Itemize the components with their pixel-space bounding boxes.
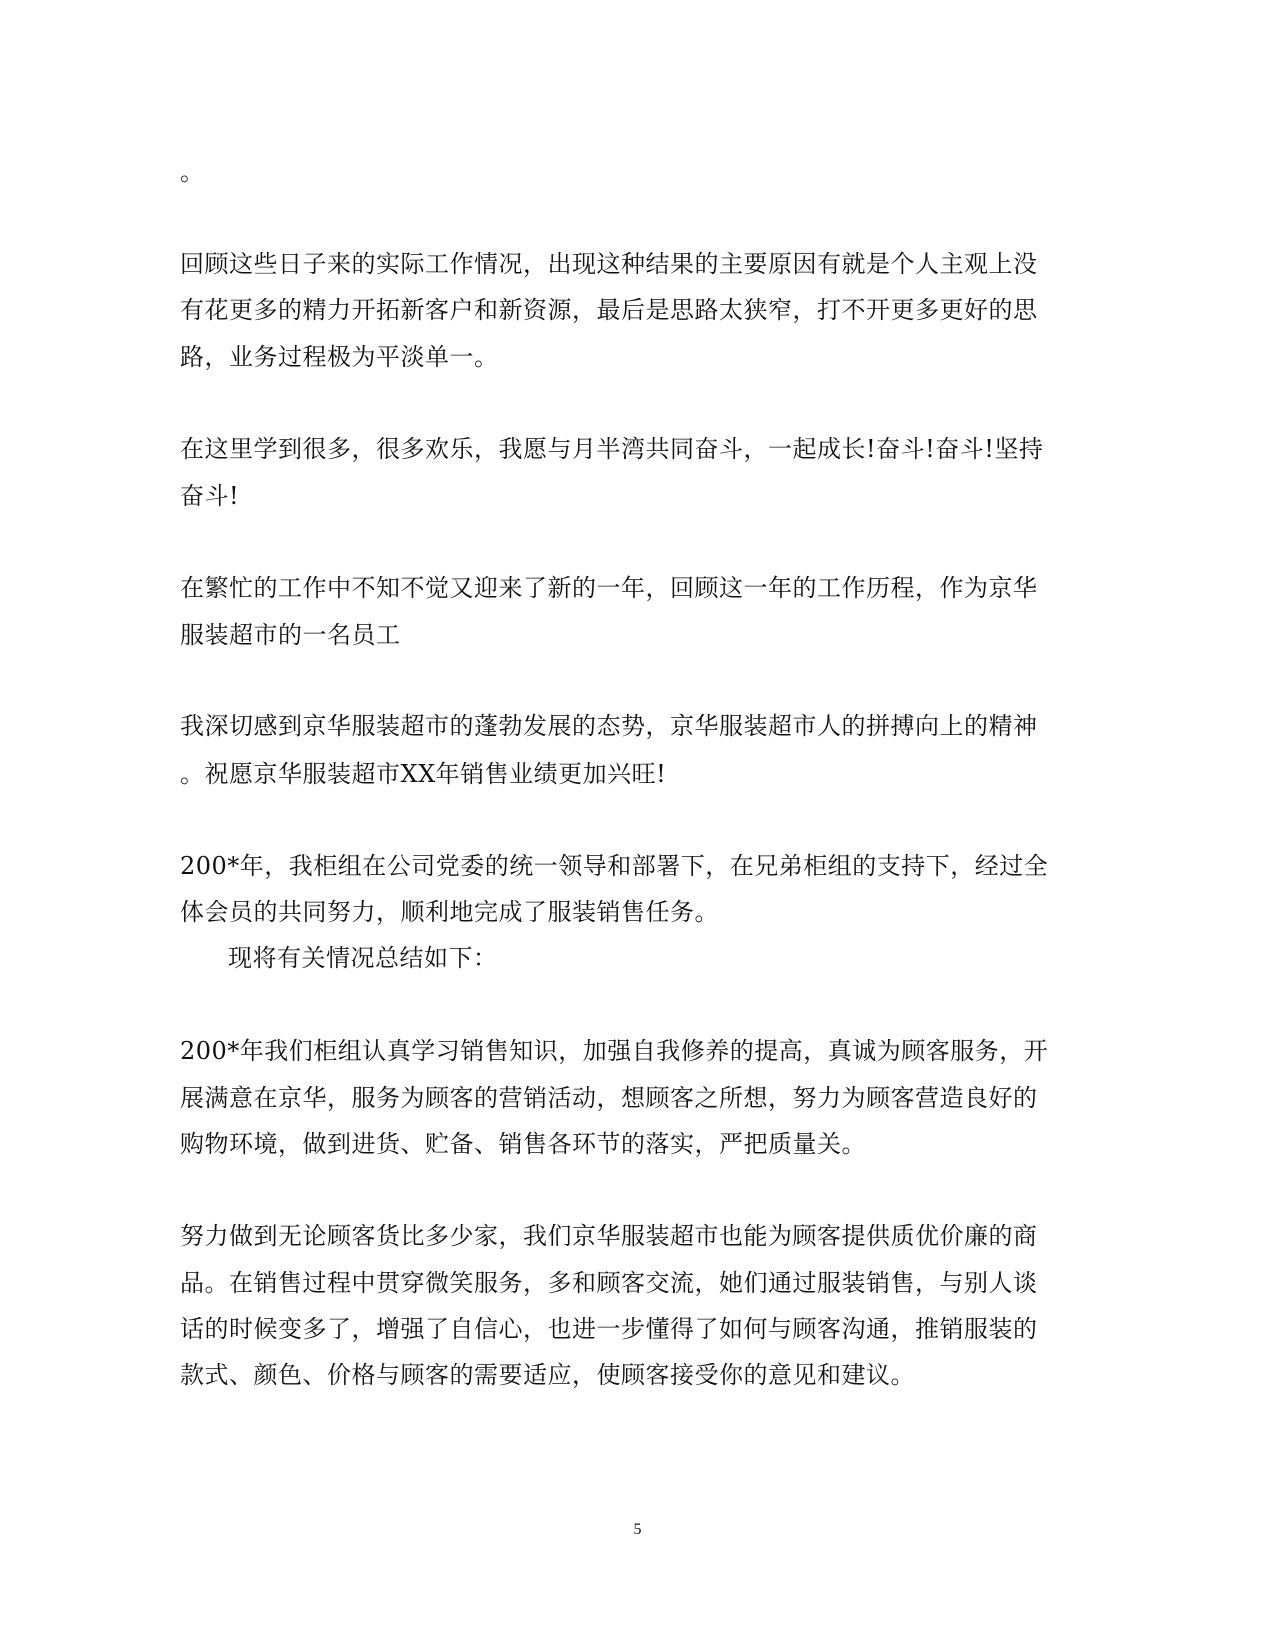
text-line: 品。在销售过程中贯穿微笑服务，多和顾客交流，她们通过服装销售，与别人谈 (180, 1269, 1038, 1297)
text-line: 200*年我们柜组认真学习销售知识，加强自我修养的提高，真诚为顾客服务，开 (180, 1037, 1049, 1065)
text-line: 路，业务过程极为平淡单一。 (180, 343, 499, 371)
text-line: 话的时候变多了，增强了自信心，也进一步懂得了如何与顾客沟通，推销服装的 (180, 1315, 1038, 1343)
text-line: 。祝愿京华服装超市XX年销售业绩更加兴旺! (180, 760, 667, 788)
text-line: 体会员的共同努力，顺利地完成了服装销售任务。 (180, 898, 719, 926)
text-line: 奋斗! (180, 482, 240, 510)
text-line: 展满意在京华，服务为顾客的营销活动，想顾客之所想，努力为顾客营造良好的 (180, 1084, 1038, 1112)
text-line: 。 (180, 158, 205, 186)
text-line: 200*年，我柜组在公司党委的统一领导和部署下，在兄弟柜组的支持下，经过全 (180, 852, 1049, 880)
text-line: 款式、颜色、价格与顾客的需要适应，使顾客接受你的意见和建议。 (180, 1361, 915, 1389)
text-line: 在这里学到很多，很多欢乐，我愿与月半湾共同奋斗，一起成长!奋斗!奋斗!坚持 (180, 435, 1044, 463)
text-line: 服装超市的一名员工 (180, 621, 401, 649)
page-number: 5 (633, 1521, 642, 1538)
text-line: 有花更多的精力开拓新客户和新资源，最后是思路太狭窄，打不开更多更好的思 (180, 296, 1038, 324)
text-line: 在繁忙的工作中不知不觉又迎来了新的一年，回顾这一年的工作历程，作为京华 (180, 574, 1038, 602)
text-line: 努力做到无论顾客货比多少家，我们京华服装超市也能为顾客提供质优价廉的商 (180, 1222, 1038, 1250)
text-line: 回顾这些日子来的实际工作情况，出现这种结果的主要原因有就是个人主观上没 (180, 250, 1038, 278)
text-line: 现将有关情况总结如下： (228, 944, 498, 972)
text-line: 我深切感到京华服装超市的蓬勃发展的态势，京华服装超市人的拼搏向上的精神 (180, 712, 1038, 740)
text-line: 购物环境，做到进货、贮备、销售各环节的落实，严把质量关。 (180, 1130, 866, 1158)
